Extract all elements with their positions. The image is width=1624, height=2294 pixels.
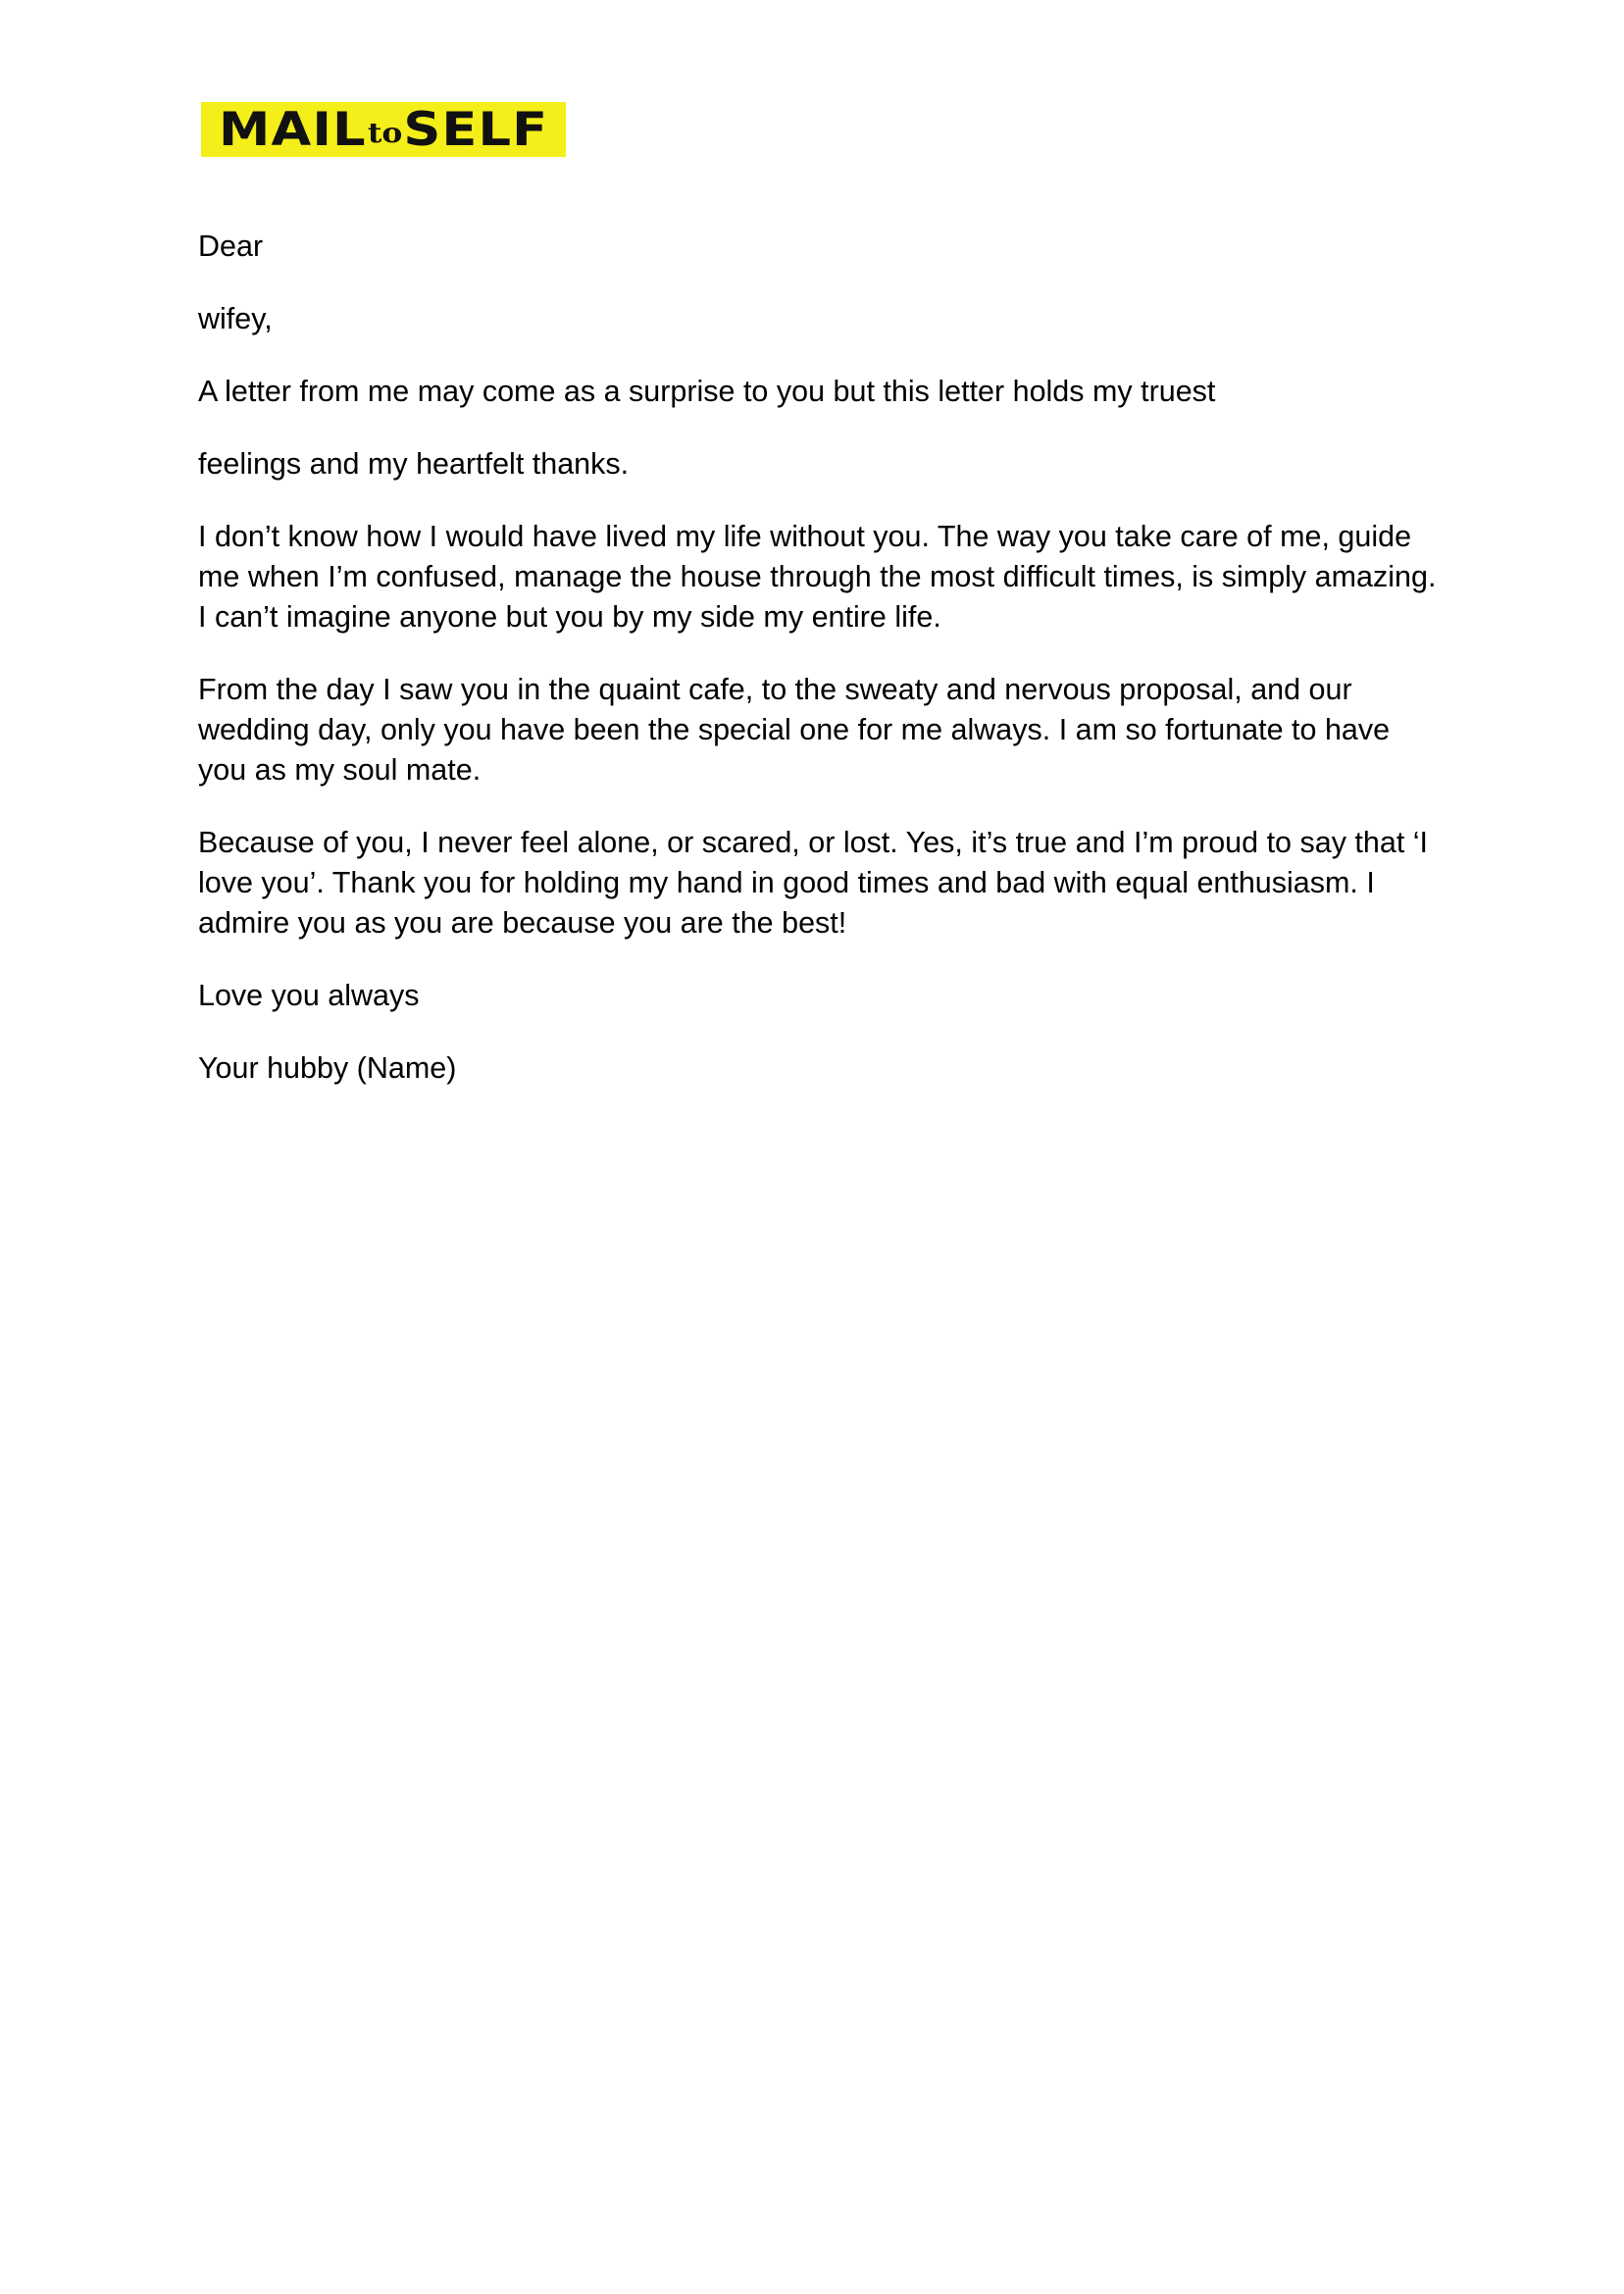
letter-paragraph: A letter from me may come as a surprise to you but this letter holds my truest: [198, 375, 1216, 408]
letter-signature: Your hubby (Name): [198, 1051, 457, 1085]
letter-closing: Love you always: [198, 979, 420, 1012]
letter-paragraph: feelings and my heartfelt thanks.: [198, 447, 630, 481]
letter-recipient: wifey,: [198, 302, 273, 335]
letter-body: [198, 227, 1444, 1121]
logo-text-self: SELF: [403, 102, 549, 157]
mail-to-self-logo: [201, 102, 566, 157]
logo-text-mail: MAIL: [218, 102, 367, 157]
letter-paragraph: I don’t know how I would have lived my life without you. The way you take care of me, guide me when I’m confused, manage the house through the most difficult times, is simply amazing. I can’t imagine anyone but you by my side my entire life.: [198, 520, 1437, 634]
logo-text-to: to: [367, 116, 403, 149]
logo-wordmark: [218, 102, 549, 157]
letter-salutation: Dear: [198, 229, 264, 263]
letter-paragraph: Because of you, I never feel alone, or scared, or lost. Yes, it’s true and I’m proud to say that ‘I love you’. Thank you for holding my hand in good times and bad with equal enthusiasm. I admire you as you are because you are the best!: [198, 826, 1429, 940]
letter-paragraph: From the day I saw you in the quaint cafe, to the sweaty and nervous proposal, and our wedding day, only you have been the special one for me always. I am so fortunate to have you as my soul mate.: [198, 673, 1391, 787]
